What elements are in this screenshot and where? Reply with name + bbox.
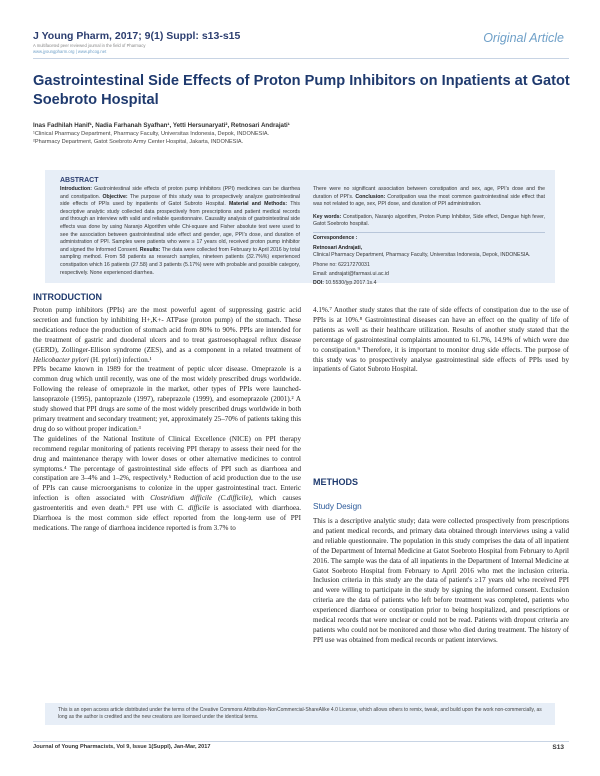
affiliation-1: ¹Clinical Pharmacy Department, Pharmacy Faculty, Universitas Indonesia, Depok, INDONESIA. (33, 131, 270, 137)
keywords-label: Key words: (313, 213, 342, 220)
body-left-column (33, 306, 301, 534)
header-rule (33, 58, 569, 59)
author-list: Inas Fadhilah Hanif¹, Nadia Farhanah Syafhan¹, Yetti Hersunaryati², Retnosari Andrajati¹ (33, 122, 290, 129)
license-box: This is an open access article distributed under the terms of the Creative Commons Attribution-NonCommercial-ShareAlike 4.0 License, which allows others to remix, tweak, and build upon the work non-commercially, as long as the author is credited and the new creations are licensed under the identical terms. (45, 703, 555, 725)
footer-journal: Journal of Young Pharmacists, Vol 9, Issue 1(Suppl), Jan-Mar, 2017 (33, 744, 211, 750)
correspondence-email[interactable]: Email: andrajati@farmasi.ui.ac.id (313, 271, 389, 278)
intro-paragraph-3: The guidelines of the National Institute of Clinical Excellence (NICE) on PPI therapy recommend regular monitoring of patients receiving PPI therapy to assess their need for the drug and maintenance therapy with lower doses or other alternative medicines to control symptoms.⁴ The percentage of gastrointestinal side effects of PPI such as diarrhoea and constipation are 3–4% and 1–2%, respectively.⁵ Reduction of acid production due to the use of PPIs can cause microorganisms to colonize in the upper gastrointestinal tract. Enteric infection is often associated with Clostridium difficile (C.difficile), which causes gastroenteritis and even death.⁶ PPI use with C. difficile is associated with diarrhoea. Diarrhoea is the most common side effect reported from the long-term use of PPI medications. The range of diarrhoea incidence reported is from 3.7% to (33, 434, 301, 532)
methods-heading: METHODS (313, 477, 358, 487)
correspondence-address: Clinical Pharmacy Department, Pharmacy Faculty, Universitas Indonesia, Depok, INDONESIA. (313, 252, 531, 259)
intro-continued: 4.1%.⁷ Another study states that the rate of side effects of constipation due to the use of PPIs is at 10%.⁸ Gastrointestinal diseases can have an effect on the quality of life of patients as well as their healthcare utilization. Results of another study stated that the percentage of gastrointestinal complaints amounted to 61.7%, 14.9% of which were due to constipation.⁹ Therefore, it is important to monitor drug side effects. The purpose of this study was to prospectively analyse gastrointestinal side effects of PPIs used by inpatients of Gatot Subroto Hospital. (313, 306, 569, 374)
methods-label: Material and Methods: (228, 201, 288, 208)
intro-paragraph-1: Proton pump inhibitors (PPIs) are the most powerful agent of suppressing gastric acid secretion and function by inhibiting H+,K+- ATPase (proton pump) of the stomach. These medications reduce the production of stomach acid from 80% to 90%. PPIs are intended for the treatment of gastric and duodenal ulcers and to treat gastroesophageal reflux disease (GERD), Zollinger-Ellison syndrome (ZES), and as a component in a related treatment of Helicobacter pylori (H. pylori) infection.¹ (33, 306, 301, 364)
correspondence-name: Retnosari Andrajati, (313, 244, 363, 251)
doi-label: DOI: (313, 279, 324, 286)
article-type: Original Article (483, 31, 564, 45)
study-design-heading: Study Design (313, 502, 362, 511)
affiliation-2: ²Pharmacy Department, Gatot Soebroto Army Center Hospital, Jakarta, INDONESIA. (33, 139, 244, 145)
abstract-right-column (313, 186, 545, 288)
correspondence-phone: Phone no: 62217270031 (313, 261, 370, 268)
article-title: Gastrointestinal Side Effects of Proton Pump Inhibitors on Inpatients at Gatot Soebroto Hospital (33, 73, 570, 108)
objective-text: The purpose of this study was to prospectively analyze gastrointestinal side effects of PPIs used by inpatients of Gatot Subroto Hospital. (60, 193, 300, 208)
conclusion-label: Conclusion: (355, 193, 386, 200)
doi-value[interactable]: 10.5530/jyp.2017.1s.4 (325, 279, 377, 286)
intro-heading: INTRODUCTION (33, 292, 102, 302)
footer-rule (33, 741, 569, 742)
intro-paragraph-2: PPIs became known in 1989 for the treatment of peptic ulcer disease. Omeprazole is a common drug which until recently, was one of the most widely prescribed drugs worldwide. Following the release of omeprazole in the market, other types of PPIs were launched-lansoprazole (1995), pantoprazole (1997), rabeprazole (1999), and esomeprazole (2001).² A study showed that PPI drugs are some of the most widely prescribed drugs worldwide in both primary treatment and secondary treatment; yet, approximately 25–70% of patients taking this drug do so without proper indication.³ (33, 365, 301, 433)
intro-text: Gastrointestinal side effects of proton pump inhibitors (PPI) medicines can be diarrhea and constipation. (60, 186, 300, 200)
journal-header-title: J Young Pharm, 2017; 9(1) Suppl: s13-s15 (33, 30, 241, 42)
methods-text: This descriptive analytic study collected data prospectively from prescriptions and patient medical records and through an interview with valid and reliable questionnaire. Causality analysis of gastrointestinal side effects was done by using Naranjo Algorithm while Chi-square and Fisher absolute test were used to see the association between gastrointestinal side effect and gender, age, PPI's dose, and duration of administration of PPI. Samples were patients who were ≥ 17 years old, received proton pump inhibitor and signed the Informed Consent. (60, 201, 300, 253)
results-label: Results: (139, 246, 161, 253)
journal-url[interactable]: www.jyoungpharm.org | www.phcog.net (33, 49, 107, 54)
conclusion-text: Constipation was the most common gastrointestinal side effect that was not related to age, sex, PPI dose, and duration of PPI administration. (313, 193, 546, 208)
correspondence-rule (313, 232, 545, 233)
abstract-left-column (60, 186, 300, 277)
abstract-continued-text: There were no significant association between constipation and sex, age, PPI's dose and the duration of PPI's. (313, 186, 545, 200)
results-text: The data were collected from February to April 2016 by total sampling method. From 58 patients as research samples, nineteen patients (32.7%%) experienced constipation which 16 patients (27.58) and 3 patients (5.17%) were with probable and possible category, respectively. None experienced diarrhea. (60, 246, 300, 276)
abstract-heading: ABSTRACT (60, 177, 99, 184)
journal-subtitle: A multifaceted peer reviewed journal in the field of Pharmacy (33, 43, 146, 48)
intro-label: Introduction: (60, 186, 92, 192)
correspondence-label: Correspondence : (313, 234, 358, 241)
page-number: S13 (552, 744, 564, 751)
keywords-text: Constipation, Naranjo algorithm, Proton Pump Inhibitor, Side effect, Dengue high fever, Gatot Soebroto hospital. (313, 213, 545, 228)
objective-label: Objective: (102, 193, 128, 200)
study-design-text: This is a descriptive analytic study; data were collected prospectively from prescriptions and patient medical records, and primary data obtained through interviews using a valid and reliable questionnaire. The population in this study comprises the data of all inpatient of the Department of Internal Medicine at Gatot Soebroto Hospital from February to April 2016. The sample was the data of all inpatients in the Department of Internal Medicine at Gatot Soebroto Hospital from February to April 2016 who met the inclusion criteria. Inclusion criteria in this study are the data of patient's ≥17 years old who received PPI and were willing to participate in the study by signing the informed consent. Exclusion criteria are the data of patients who left before treatment was completed, patients who experienced diarrhoea or constipation prior to being hospitalized, and prescriptions or medical records that were unclear or could not be read. Patients with dropout criteria are patients who could not be monitored and those who died during treatment. The history of PPI use was obtained from medical records or patient interviews. (313, 517, 569, 644)
